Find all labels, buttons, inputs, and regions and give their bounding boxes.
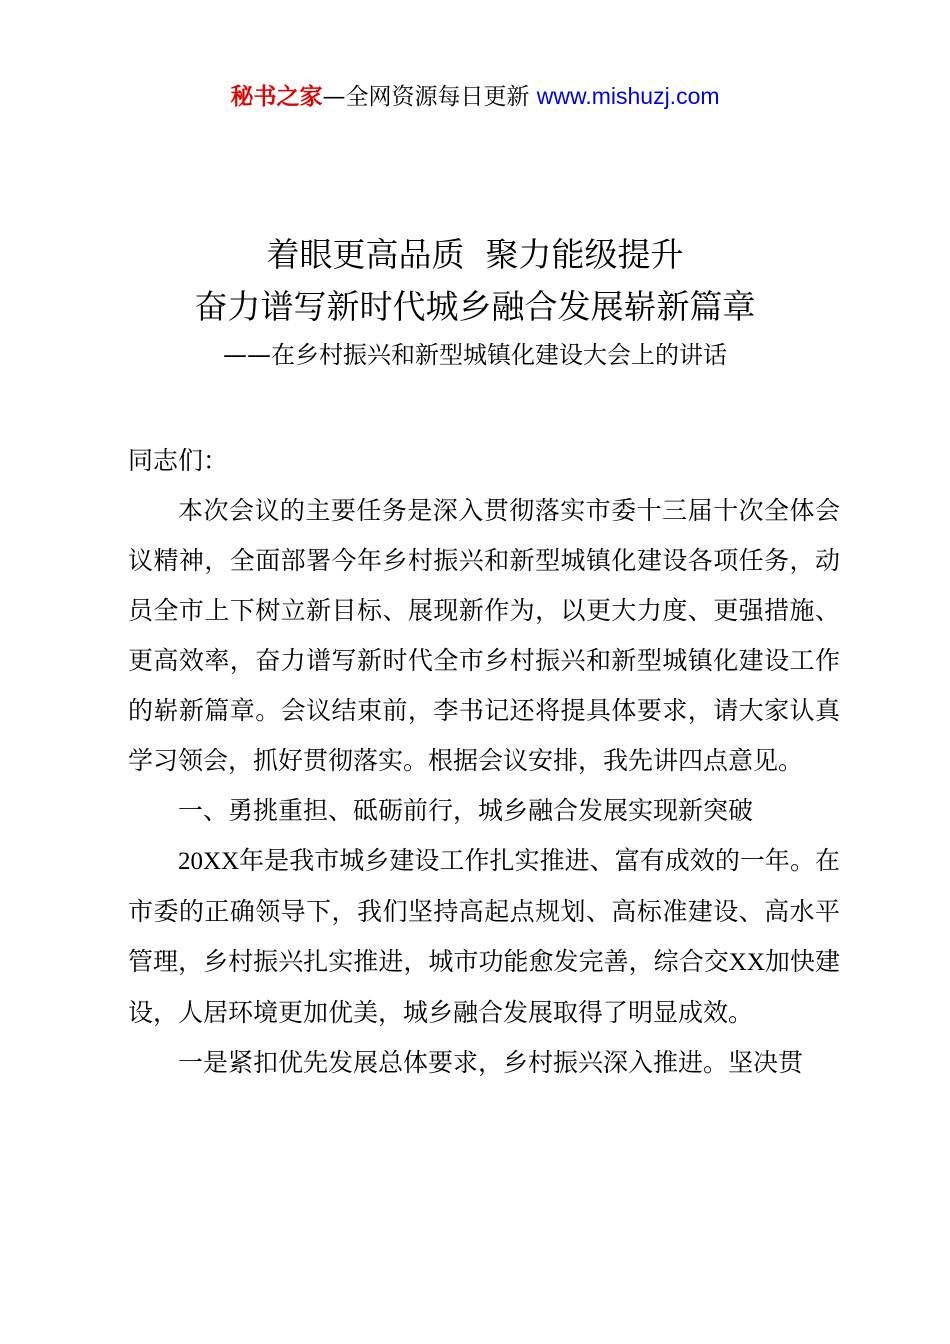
placeholder-text: XX bbox=[728, 949, 765, 976]
brand-name: 秘书之家 bbox=[230, 84, 323, 110]
year-text: 20XX bbox=[178, 848, 240, 875]
paragraph-point-1: 一是紧扣优先发展总体要求，乡村振兴深入推进。坚决贯 bbox=[178, 1048, 804, 1077]
review-text-b: 加快建设，人居环境更加优美，城乡融合发展取得了明显成效。 bbox=[128, 947, 840, 1027]
site-header bbox=[0, 80, 950, 113]
review-text-a: 年是我市城乡建设工作扎实推进、富有成效的一年。在市委的正确领导下，我们坚持高起点规划、高标准建设、高水平管理，乡村振兴扎实推进，城市功能愈发完善，综合交 bbox=[128, 846, 840, 976]
document-title-line-1: 着眼更高品质 聚力能级提升 bbox=[266, 235, 684, 274]
document-body bbox=[128, 436, 840, 1088]
paragraph-review bbox=[128, 836, 840, 1038]
section-heading-1: 一、勇挑重担、砥砺前行，城乡融合发展实现新突破 bbox=[178, 796, 754, 825]
salutation: 同志们： bbox=[128, 446, 229, 475]
paragraph-intro: 本次会议的主要任务是深入贯彻落实市委十三届十次全体会议精神，全面部署今年乡村振兴和新型城镇化建设各项任务，动员全市上下树立新目标、展现新作为，以更大力度、更强措施、更高效率，奋力谱写新时代全市乡村振兴和新型城镇化建设工作的崭新篇章。会议结束前，李书记还将提具体要求，请大家认真学习领会，抓好贯彻落实。根据会议安排，我先讲四点意见。 bbox=[128, 496, 840, 775]
document-title-line-2: 奋力谱写新时代城乡融合发展崭新篇章 bbox=[194, 287, 756, 326]
document-subtitle: ——在乡村振兴和新型城镇化建设大会上的讲话 bbox=[223, 341, 727, 369]
site-url-link[interactable]: www.mishuzj.com bbox=[536, 83, 720, 109]
header-slogan: —全网资源每日更新 bbox=[322, 84, 530, 110]
